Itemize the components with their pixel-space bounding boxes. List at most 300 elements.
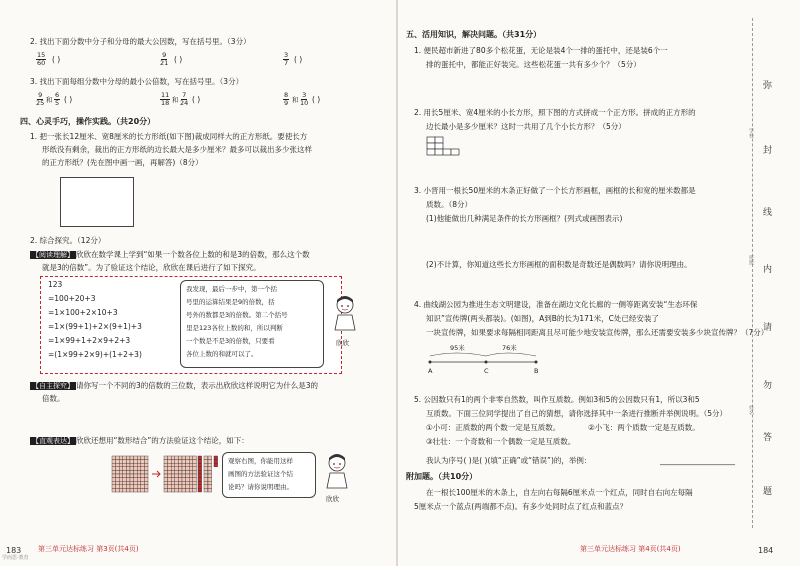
block-cell <box>168 488 172 492</box>
calc-line-0: 123 <box>48 280 63 289</box>
block-cell <box>144 456 148 460</box>
block-cell <box>130 485 134 489</box>
block-cell <box>112 474 116 478</box>
arrow-right-icon <box>152 471 160 477</box>
r3-line-1: 3. 小晋用一根长50厘米的木条正好做了一个长方形画框，画框的长和宽的厘米数都是 <box>414 186 696 195</box>
block-cell <box>144 488 148 492</box>
block-cell <box>208 467 212 471</box>
block-cell <box>119 485 123 489</box>
q3-answer-1[interactable]: ( ) <box>64 95 73 104</box>
block-cell <box>168 485 172 489</box>
block-cell <box>134 470 138 474</box>
block-cell <box>182 481 186 485</box>
block-cell <box>182 456 186 460</box>
q2-frac-2: $\frac{9}{21}$ <box>160 51 169 67</box>
block-cell <box>126 456 130 460</box>
bubble1-line-2: 号外的数都是3的倍数。第二个括号 <box>186 311 288 319</box>
block-cell <box>171 467 175 471</box>
base-ten-blocks-figure <box>110 452 220 498</box>
block-cell <box>175 467 179 471</box>
block-cell <box>141 456 145 460</box>
block-cell <box>186 478 190 482</box>
page-number-right: 184 <box>758 546 774 555</box>
block-cell <box>130 463 134 467</box>
block-cell <box>189 474 193 478</box>
block-cell <box>189 460 193 464</box>
block-cell <box>182 478 186 482</box>
block-cell <box>198 474 202 478</box>
bubble1-line-1: 号里的运算结果是9的倍数，括 <box>186 298 275 306</box>
block-cell <box>168 481 172 485</box>
block-cell <box>182 460 186 464</box>
block-cell <box>208 463 212 467</box>
block-cell <box>119 474 123 478</box>
self-line-2: 倍数。 <box>42 394 65 403</box>
block-cell <box>193 474 197 478</box>
block-cell <box>175 485 179 489</box>
block-cell <box>137 467 141 471</box>
block-cell <box>168 478 172 482</box>
q2-instruction: 找出下面分数中分子和分母的最大公因数，写在括号里。（3分） <box>39 37 251 46</box>
block-cell <box>137 460 141 464</box>
q3-number: 3. <box>30 77 38 86</box>
bubble1-line-4: 一个数是不是3的倍数，只要看 <box>186 337 275 345</box>
block-cell <box>208 460 212 464</box>
block-cell <box>186 460 190 464</box>
seal-char-5: 请 <box>763 323 773 333</box>
q3-frac-3b: $\frac{3}{10}$ <box>300 91 309 107</box>
q2-frac-3: $\frac{3}{7}$ <box>284 51 289 67</box>
block-cell <box>130 478 134 482</box>
rectangle-paper-figure[interactable] <box>60 177 134 227</box>
r2-line-2: 边长最小是多少厘米？这时一共用了几个小长方形？（5分） <box>426 122 626 131</box>
block-cell <box>186 470 190 474</box>
block-cell <box>208 470 212 474</box>
block-cell <box>171 463 175 467</box>
block-cell <box>204 474 208 478</box>
block-cell <box>112 470 116 474</box>
block-cell <box>126 481 130 485</box>
block-cell <box>175 456 179 460</box>
block-cell <box>144 460 148 464</box>
block-cell <box>204 470 208 474</box>
block-cell <box>182 474 186 478</box>
block-cell <box>189 488 193 492</box>
watermark: 学而思·教育 <box>2 555 29 561</box>
block-cell <box>178 467 182 471</box>
r4-line-3: 一块宣传牌，如果要求每隔相同距离且尽可能少地安装宣传牌，那么还需要安装多少块宣传牌？（7分） <box>426 328 769 337</box>
block-cell <box>144 470 148 474</box>
block-cell <box>144 481 148 485</box>
block-cell <box>119 488 123 492</box>
block-cell <box>171 488 175 492</box>
calc-line-4: =1×99+1+2×9+2+3 <box>48 336 131 345</box>
block-cell <box>141 463 145 467</box>
r5-opt-2: ②小飞：两个质数一定是互质数。 <box>588 423 700 432</box>
page-number-left: 183 <box>6 546 22 555</box>
block-cell <box>208 485 212 489</box>
block-cell <box>137 474 141 478</box>
block-cell <box>175 481 179 485</box>
block-cell <box>141 488 145 492</box>
block-cell <box>193 456 197 460</box>
seal-label-class: 班级 <box>748 255 754 265</box>
bonus-line-2: 5厘米点一个蓝点(两端都不点)。有多少处同时点了红点和蓝点？ <box>414 502 628 511</box>
block-cell <box>198 485 202 489</box>
seal-char-4: 内 <box>763 265 773 275</box>
block-cell <box>178 481 182 485</box>
bonus-line-1: 在一根长100厘米的木条上，自左向右每隔6厘米点一个红点，同时自右向左每隔 <box>426 488 693 497</box>
block-cell <box>193 470 197 474</box>
q3-and-3: 和 <box>292 96 299 104</box>
block-cell <box>134 460 138 464</box>
block-cell <box>116 470 120 474</box>
block-cell <box>178 456 182 460</box>
block-cell <box>204 467 208 471</box>
block-cell <box>175 470 179 474</box>
block-cell <box>126 474 130 478</box>
block-cell <box>134 456 138 460</box>
block-cell <box>116 485 120 489</box>
block-cell <box>186 456 190 460</box>
q2-answer-3[interactable]: ( ) <box>294 55 303 64</box>
q3-frac-2a: $\frac{11}{18}$ <box>161 91 170 107</box>
block-cell <box>116 456 120 460</box>
block-cell <box>130 470 134 474</box>
block-cell <box>112 460 116 464</box>
r5-choose[interactable]: 我认为序号( )是( )(填“正确”或“错误”)的，举例： <box>426 456 592 465</box>
block-cell <box>204 460 208 464</box>
block-cell <box>178 474 182 478</box>
block-cell <box>123 478 127 482</box>
block-cell <box>144 478 148 482</box>
block-cell <box>134 474 138 478</box>
block-cell <box>186 467 190 471</box>
seal-line <box>752 18 753 528</box>
left-page <box>0 0 396 566</box>
block-cell <box>126 460 130 464</box>
girl-xinxin-2-icon <box>322 452 352 492</box>
q3-text <box>30 77 243 87</box>
block-cell <box>137 470 141 474</box>
block-cell <box>214 456 218 460</box>
bubble1-line-0: 我发现，最后一步中，第一个括 <box>186 285 277 293</box>
seal-label-school: 学校 <box>748 128 754 138</box>
block-cell <box>168 474 172 478</box>
block-cell <box>126 488 130 492</box>
block-cell <box>208 481 212 485</box>
block-cell <box>137 488 141 492</box>
block-cell <box>141 478 145 482</box>
r5-opt-1: ①小可：正质数的两个数一定是互质数。 <box>426 423 561 432</box>
seg-95m-label: 95米 <box>450 344 465 352</box>
block-cell <box>116 467 120 471</box>
block-cell <box>119 460 123 464</box>
block-cell <box>178 460 182 464</box>
block-cell <box>175 488 179 492</box>
block-cell <box>193 488 197 492</box>
block-cell <box>119 467 123 471</box>
block-cell <box>164 470 168 474</box>
block-cell <box>171 456 175 460</box>
point-c-label: C <box>484 367 489 375</box>
block-cell <box>141 467 145 471</box>
block-cell <box>198 456 202 460</box>
block-cell <box>164 467 168 471</box>
q3-answer-2[interactable]: ( ) <box>192 95 201 104</box>
r5-opt-3: ③壮壮：一个奇数和一个偶数一定是互质数。 <box>426 437 576 446</box>
block-cell <box>137 478 141 482</box>
q3-and-2: 和 <box>172 96 179 104</box>
block-cell <box>144 474 148 478</box>
seal-char-2: 封 <box>763 146 773 156</box>
block-cell <box>193 463 197 467</box>
r3-sub2: (2)不计算，你知道这些长方形画框的面积数是奇数还是偶数吗？请你说明理由。 <box>426 260 692 269</box>
block-cell <box>193 485 197 489</box>
block-cell <box>214 463 218 467</box>
block-cell <box>141 481 145 485</box>
block-cell <box>123 485 127 489</box>
block-cell <box>186 485 190 489</box>
block-cell <box>137 456 141 460</box>
seal-char-7: 答 <box>763 433 773 443</box>
block-cell <box>116 478 120 482</box>
block-cell <box>134 478 138 482</box>
block-cell <box>141 474 145 478</box>
r2-line-1: 2. 用长5厘米、宽4厘米的小长方形，照下图的方式拼成一个正方形。拼成的正方形的 <box>414 108 696 117</box>
self-tag: 【自主探究】 <box>32 382 74 390</box>
q3-frac-1b: $\frac{6}{5}$ <box>55 91 60 107</box>
block-cell <box>119 456 123 460</box>
q3-frac-3a: $\frac{8}{9}$ <box>284 91 289 107</box>
block-cell <box>141 485 145 489</box>
block-cell <box>123 488 127 492</box>
block-cell <box>112 456 116 460</box>
block-cell <box>130 467 134 471</box>
block-cell <box>168 456 172 460</box>
r1-line-1: 1. 便民超市新进了80多个松花蛋，无论是装4个一排的蛋托中，还是装6个一 <box>414 46 668 55</box>
block-cell <box>204 463 208 467</box>
block-cell <box>189 478 193 482</box>
block-cell <box>214 460 218 464</box>
block-cell <box>164 463 168 467</box>
block-cell <box>164 474 168 478</box>
block-cell <box>112 481 116 485</box>
block-cell <box>141 470 145 474</box>
bubble2-line-1: 画图的方法验证这个结 <box>228 470 293 478</box>
block-cell <box>119 478 123 482</box>
seal-char-3: 线 <box>763 208 773 218</box>
block-cell <box>130 474 134 478</box>
block-cell <box>182 485 186 489</box>
block-cell <box>126 470 130 474</box>
block-cell <box>204 478 208 482</box>
block-cell <box>123 474 127 478</box>
block-cell <box>164 485 168 489</box>
block-cell <box>134 467 138 471</box>
p2-read-line-2: 就是3的倍数”。为了验证这个结论，欣欣在课后进行了如下探究。 <box>42 263 261 272</box>
block-cell <box>175 463 179 467</box>
block-cell <box>144 485 148 489</box>
seal-label-name: 姓名 <box>748 405 754 415</box>
block-cell <box>208 478 212 482</box>
seal-char-1: 弥 <box>763 81 773 91</box>
block-cell <box>178 470 182 474</box>
calc-line-2: =1×100+2×10+3 <box>48 308 118 317</box>
block-cell <box>171 474 175 478</box>
block-cell <box>130 456 134 460</box>
bubble1-line-5: 各位上数的和就可以了。 <box>186 350 258 358</box>
block-cell <box>178 463 182 467</box>
block-cell <box>116 481 120 485</box>
bubble1-line-3: 里是123各位上数的和，所以判断 <box>186 324 283 332</box>
block-cell <box>171 478 175 482</box>
q2-answer-1[interactable]: ( ) <box>52 55 61 64</box>
block-cell <box>171 485 175 489</box>
q3-frac-1a: $\frac{9}{25}$ <box>36 91 45 107</box>
bubble2-line-0: 观察右图，你能用这样 <box>228 457 293 465</box>
block-cell <box>126 478 130 482</box>
block-cell <box>137 481 141 485</box>
girl-name-2: 欣欣 <box>326 495 339 503</box>
block-cell <box>186 481 190 485</box>
block-cell <box>168 470 172 474</box>
block-cell <box>175 460 179 464</box>
block-cell <box>112 488 116 492</box>
visual-line: 【直观表达】 欣欣还想用“数形结合”的方法验证这个结论，如下： <box>32 436 249 445</box>
block-cell <box>189 481 193 485</box>
q2-number: 2. <box>30 37 38 46</box>
r5-line-2: 互质数。下面三位同学提出了自己的猜想，请你选择其中一条进行推断并举例说明。（5分） <box>426 409 728 418</box>
block-cell <box>178 485 182 489</box>
block-cell <box>134 463 138 467</box>
block-cell <box>134 481 138 485</box>
footer-left: 第三单元达标练习 第3页(共4页) <box>38 545 139 553</box>
q3-and-1: 和 <box>46 96 53 104</box>
block-cell <box>112 478 116 482</box>
block-cell <box>171 470 175 474</box>
block-cell <box>198 460 202 464</box>
block-cell <box>189 470 193 474</box>
point-b-label: B <box>534 367 539 375</box>
q3-frac-2b: $\frac{7}{24}$ <box>180 91 189 107</box>
block-cell <box>204 481 208 485</box>
q2-answer-2[interactable]: ( ) <box>174 55 183 64</box>
block-cell <box>130 481 134 485</box>
block-cell <box>198 463 202 467</box>
block-cell <box>126 463 130 467</box>
block-cell <box>198 470 202 474</box>
block-cell <box>123 481 127 485</box>
block-cell <box>141 460 145 464</box>
bonus-title: 附加题。（共10分） <box>406 472 478 481</box>
p2-read-line-1: 【阅读理解】 欣欣在数学课上学到“如果一个数各位上数的和是3的倍数，那么这个数 <box>32 250 310 259</box>
block-cell <box>123 467 127 471</box>
block-cell <box>193 478 197 482</box>
p1-line-3: 的正方形纸？(先在图中画一画，再解答)（8分） <box>42 158 203 167</box>
small-rectangles-figure <box>426 136 460 166</box>
block-cell <box>137 463 141 467</box>
block-cell <box>171 481 175 485</box>
r3-line-2: 质数。（8分） <box>426 200 473 209</box>
p1-line-1: 1. 把一张长12厘米、宽8厘米的长方形纸(如下图)裁成同样大的正方形纸。要使长方 <box>30 132 308 141</box>
block-cell <box>164 488 168 492</box>
block-cell <box>189 463 193 467</box>
block-cell <box>123 460 127 464</box>
block-cell <box>119 470 123 474</box>
block-cell <box>175 474 179 478</box>
q2-text <box>30 37 251 47</box>
block-cell <box>144 463 148 467</box>
block-cell <box>193 481 197 485</box>
block-cell <box>186 463 190 467</box>
block-cell <box>164 460 168 464</box>
block-cell <box>186 474 190 478</box>
calc-line-3: =1×(99+1)+2×(9+1)+3 <box>48 322 142 331</box>
block-cell <box>168 463 172 467</box>
block-cell <box>134 488 138 492</box>
block-cell <box>204 456 208 460</box>
footer-right: 第三单元达标练习 第4页(共4页) <box>580 545 681 553</box>
block-cell <box>182 470 186 474</box>
block-cell <box>119 463 123 467</box>
block-cell <box>144 467 148 471</box>
block-cell <box>116 488 120 492</box>
calc-line-5: =(1×99+2×9)+(1+2+3) <box>48 350 142 359</box>
p2-title: 2. 综合探究。（12分） <box>30 236 106 245</box>
r5-line-1: 5. 公因数只有1的两个非零自然数，叫作互质数。例如3和5的公因数只有1，所以3和5 <box>414 395 700 404</box>
block-cell <box>112 463 116 467</box>
r5-example-blank[interactable]: ____________________ <box>660 456 735 465</box>
block-cell <box>198 467 202 471</box>
block-cell <box>123 470 127 474</box>
block-cell <box>123 463 127 467</box>
r3-line-3: (1)他能做出几种满足条件的长方形画框？(列式或画图表示) <box>426 214 623 223</box>
block-cell <box>208 488 212 492</box>
block-cell <box>186 488 190 492</box>
block-cell <box>198 488 202 492</box>
block-cell <box>171 460 175 464</box>
block-cell <box>137 485 141 489</box>
block-cell <box>168 460 172 464</box>
block-cell <box>189 485 193 489</box>
block-cell <box>112 485 116 489</box>
block-cell <box>116 474 120 478</box>
section5-title: 五、活用知识，解决问题。（共31分） <box>406 30 542 39</box>
block-cell <box>204 485 208 489</box>
block-cell <box>112 467 116 471</box>
block-cell <box>198 478 202 482</box>
point-a-label: A <box>428 367 433 375</box>
block-cell <box>126 485 130 489</box>
block-cell <box>189 467 193 471</box>
block-cell <box>189 456 193 460</box>
block-cell <box>130 460 134 464</box>
block-cell <box>119 481 123 485</box>
block-cell <box>182 488 186 492</box>
calc-line-1: =100+20+3 <box>48 294 96 303</box>
block-cell <box>208 456 212 460</box>
block-cell <box>168 467 172 471</box>
block-cell <box>164 456 168 460</box>
block-cell <box>182 467 186 471</box>
block-cell <box>134 485 138 489</box>
q3-answer-3[interactable]: ( ) <box>312 95 321 104</box>
read-tag: 【阅读理解】 <box>32 251 74 259</box>
block-cell <box>182 463 186 467</box>
self-line-1: 【自主探究】 请你写一个不同的3的倍数的三位数，表示出欣欣这样说明它为什么是3的 <box>32 381 319 390</box>
seg-76m-label: 76米 <box>502 344 517 352</box>
